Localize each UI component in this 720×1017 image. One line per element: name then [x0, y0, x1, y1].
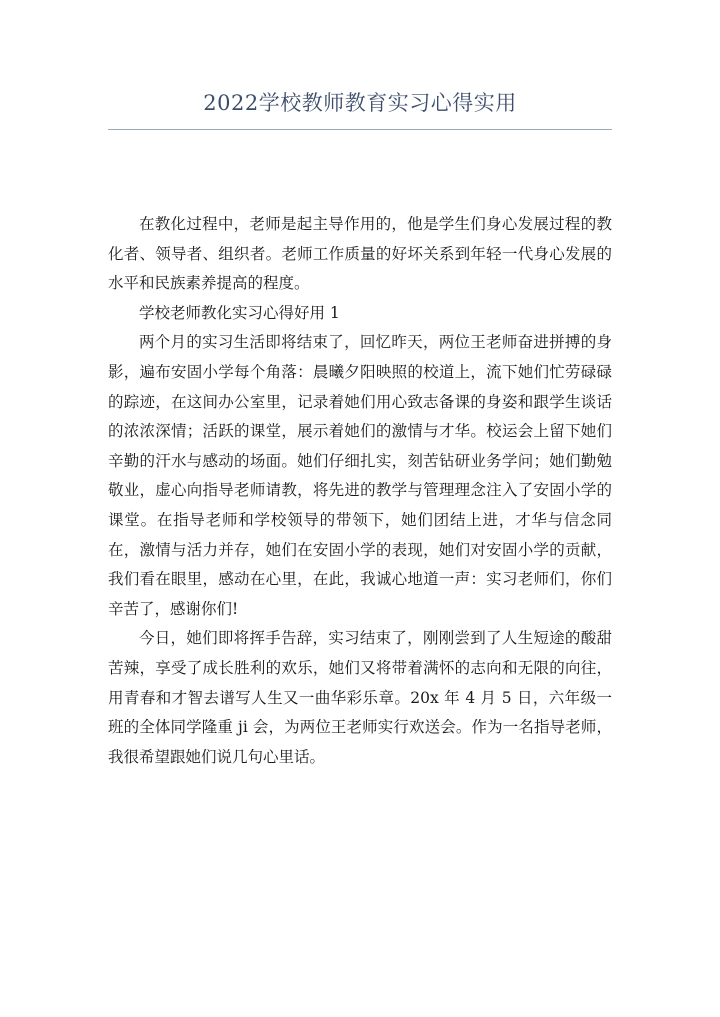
title-divider [108, 129, 612, 130]
paragraph-intro: 在教化过程中，老师是起主导作用的，他是学生们身心发展过程的教化者、领导者、组织者。老师工作质量的好坏关系到年轻一代身心发展的水平和民族素养提高的程度。 [108, 215, 612, 293]
paragraph-farewell: 今日，她们即将挥手告辞，实习结束了，刚刚尝到了人生短途的酸甜苦辣，享受了成长胜利的欢乐，她们又将带着满怀的志向和无限的向往，用青春和才智去谱写人生又一曲华彩乐章。20x 年 4 月 5 日，六年级一班的全体同学隆重 ji 会，为两位王老师实行欢送会。作为一名指导老师，我很希望跟她们说几句心里话。 [108, 629, 612, 766]
paragraph-internship-review: 两个月的实习生活即将结束了，回忆昨天，两位王老师奋进拼搏的身影，遍布安固小学每个角落：晨曦夕阳映照的校道上，流下她们忙劳碌碌的踪迹，在这间办公室里，记录着她们用心致志备课的身姿和跟学生谈话的浓浓深情；活跃的课堂，展示着她们的激情与才华。校运会上留下她们辛勤的汗水与感动的场面。她们仔细扎实，刻苦钻研业务学问；她们勤勉敬业，虚心向指导老师请教，将先进的教学与管理理念注入了安固小学的课堂。在指导老师和学校领导的带领下，她们团结上进，才华与信念同在，激情与活力并存，她们在安固小学的表现，她们对安固小学的贡献，我们看在眼里，感动在心里，在此，我诚心地道一声：实习老师们，你们辛苦了，感谢你们! [108, 333, 612, 618]
document-body [108, 210, 612, 772]
section-heading: 学校老师教化实习心得好用 1 [139, 303, 340, 322]
document-title: 2022学校教师教育实习心得实用 [203, 91, 517, 115]
